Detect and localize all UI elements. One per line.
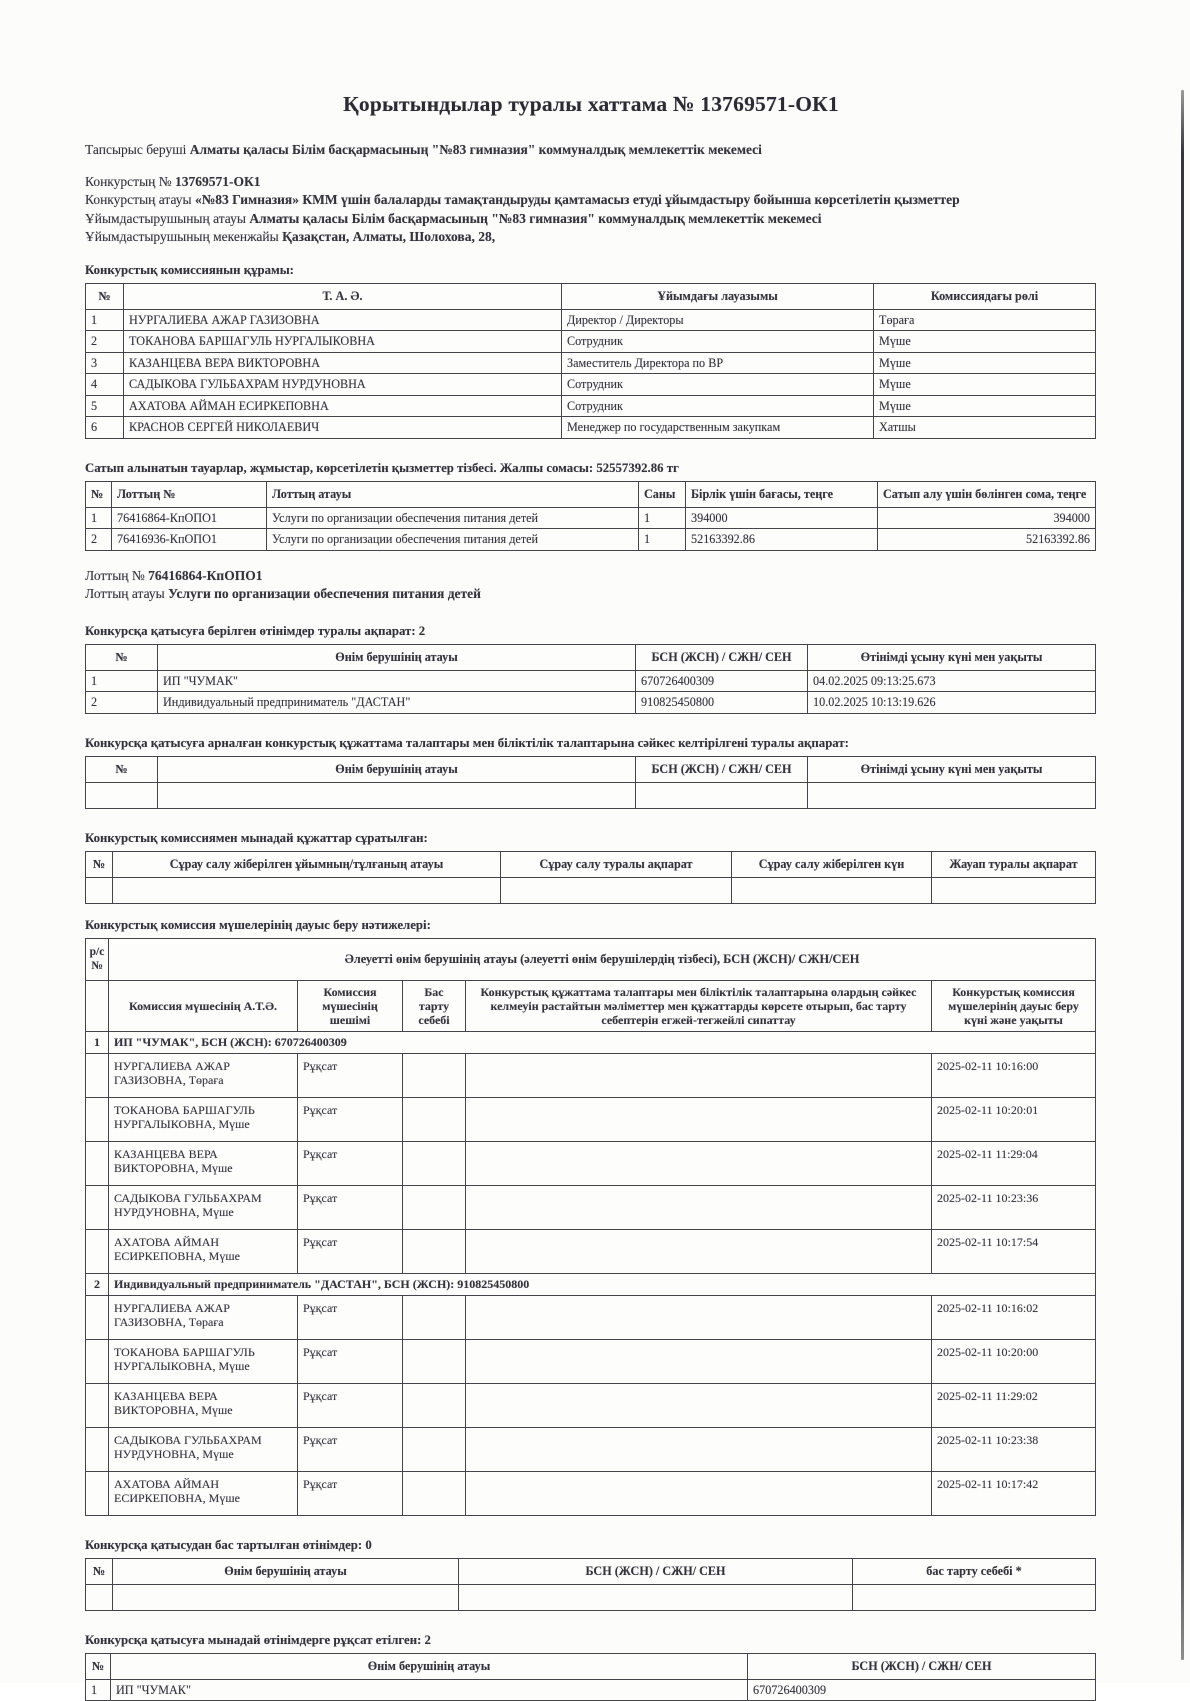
table-row — [86, 309, 1096, 331]
col-header: Сатып алу үшін бөлінген сома, теңге — [878, 481, 1096, 507]
col-header: Бірлік үшін бағасы, теңге — [686, 481, 878, 507]
cell: Хатшы — [874, 417, 1096, 439]
col-header: Әлеуетті өнім берушінің атауы (әлеуетті өнім берушілердің тізбесі), БСН (ЖСН)/ СЖН/СЕН — [109, 938, 1096, 980]
cell — [808, 782, 1096, 808]
table-header-row — [86, 1558, 1096, 1584]
member-name-cell: НУРГАЛИЕВА АЖАР ГАЗИЗОВНА, Төраға — [109, 1053, 298, 1097]
cell — [113, 1584, 459, 1610]
cell — [86, 1471, 109, 1515]
supplier-group-row — [86, 1031, 1096, 1053]
cell — [466, 1229, 932, 1273]
organizer-address-line — [85, 228, 1097, 247]
col-header: Өнім берушінің атауы — [158, 756, 636, 782]
cell — [86, 1097, 109, 1141]
cell — [732, 877, 932, 903]
cell — [403, 1185, 466, 1229]
cell: 3 — [86, 352, 124, 374]
table-row — [86, 529, 1096, 551]
cell — [403, 1229, 466, 1273]
cell — [403, 1295, 466, 1339]
organizer-label: Ұйымдастырушының атауы — [85, 211, 246, 226]
cell: 910825450800 — [636, 692, 808, 714]
cell: 670726400309 — [748, 1679, 1096, 1701]
lot-name-value: Услуги по организации обеспечения питания детей — [168, 586, 481, 601]
table-row — [86, 507, 1096, 529]
lot-number-label: Лоттың № — [85, 568, 145, 583]
customer-line — [85, 141, 1097, 160]
col-header: Өтінімді ұсыну күні мен уақыты — [808, 756, 1096, 782]
vote-datetime-cell: 2025-02-11 10:20:01 — [932, 1097, 1096, 1141]
cell — [403, 1427, 466, 1471]
commission-table — [85, 283, 1096, 439]
decision-cell: Рұқсат — [298, 1383, 403, 1427]
admitted-heading: Конкурсқа қатысуға мынадай өтінімдерге рұқсат етілген: 2 — [85, 1633, 1097, 1648]
lot-info-block — [85, 567, 1097, 604]
table-row — [86, 395, 1096, 417]
cell: Услуги по организации обеспечения питания детей — [267, 529, 639, 551]
vote-row — [86, 1229, 1096, 1273]
table-header-row — [86, 938, 1096, 980]
cell — [86, 1229, 109, 1273]
vote-row — [86, 1185, 1096, 1229]
col-header: Ұйымдағы лауазымы — [562, 283, 874, 309]
scan-edge-artifact — [1181, 90, 1184, 1660]
col-header: Бас тарту себебі — [403, 980, 466, 1031]
cell: Менеджер по государственным закупкам — [562, 417, 874, 439]
lot-number-value: 76416864-КпОПО1 — [148, 568, 262, 583]
cell: 5 — [86, 395, 124, 417]
col-header: Т. А. Ә. — [124, 283, 562, 309]
col-header: Жауап туралы ақпарат — [932, 851, 1096, 877]
vote-datetime-cell: 2025-02-11 11:29:04 — [932, 1141, 1096, 1185]
col-header: Комиссия мүшесінің шешімі — [298, 980, 403, 1031]
cell: 1 — [86, 507, 112, 529]
decision-cell: Рұқсат — [298, 1053, 403, 1097]
purchase-list-table — [85, 481, 1096, 551]
vote-row — [86, 1097, 1096, 1141]
organizer-value: Алматы қаласы Білім басқармасының "№83 гимназия" коммуналдық мемлекеттік мекемесі — [249, 211, 821, 226]
cell: 1 — [639, 507, 686, 529]
vote-datetime-cell: 2025-02-11 10:17:54 — [932, 1229, 1096, 1273]
col-header: Сұрау салу жіберілген ұйымның/тұлғаның атауы — [113, 851, 501, 877]
decision-cell: Рұқсат — [298, 1229, 403, 1273]
cell: Индивидуальный предприниматель "ДАСТАН" — [158, 692, 636, 714]
col-header: бас тарту себебі * — [853, 1558, 1096, 1584]
document-content — [85, 0, 1097, 1701]
col-header: № — [86, 1558, 113, 1584]
cell — [86, 1427, 109, 1471]
cell: 2 — [86, 331, 124, 353]
col-header: № — [86, 1653, 111, 1679]
member-name-cell: КАЗАНЦЕВА ВЕРА ВИКТОРОВНА, Мүше — [109, 1383, 298, 1427]
cell — [403, 1097, 466, 1141]
applications-heading: Конкурсқа қатысуға берілген өтінімдер туралы ақпарат: 2 — [85, 624, 1097, 639]
cell — [113, 877, 501, 903]
cell — [86, 1383, 109, 1427]
col-header: Сұрау салу жіберілген күн — [732, 851, 932, 877]
cell — [86, 877, 113, 903]
col-header — [86, 980, 109, 1031]
requested-docs-table — [85, 851, 1096, 904]
tender-name-label: Конкурстың атауы — [85, 192, 192, 207]
cell — [636, 782, 808, 808]
vote-row — [86, 1339, 1096, 1383]
col-header: № — [86, 756, 158, 782]
empty-table-row — [86, 1584, 1096, 1610]
organizer-address-value: Қазақстан, Алматы, Шолохова, 28, — [282, 229, 495, 244]
cell: Мүше — [874, 331, 1096, 353]
table-header-row — [86, 851, 1096, 877]
table-row — [86, 374, 1096, 396]
cell: 394000 — [878, 507, 1096, 529]
compliance-table — [85, 756, 1096, 809]
lot-name-line — [85, 585, 1097, 604]
cell — [466, 1141, 932, 1185]
rejected-table — [85, 1558, 1096, 1611]
cell: АХАТОВА АЙМАН ЕСИРКЕПОВНА — [124, 395, 562, 417]
col-header: БСН (ЖСН) / СЖН/ СЕН — [636, 644, 808, 670]
cell: Мүше — [874, 374, 1096, 396]
vote-row — [86, 1295, 1096, 1339]
tender-name-line — [85, 191, 1097, 210]
member-name-cell: АХАТОВА АЙМАН ЕСИРКЕПОВНА, Мүше — [109, 1229, 298, 1273]
cell — [466, 1471, 932, 1515]
cell: ИП "ЧУМАК" — [158, 670, 636, 692]
cell: Мүше — [874, 352, 1096, 374]
decision-cell: Рұқсат — [298, 1427, 403, 1471]
cell: 4 — [86, 374, 124, 396]
empty-table-row — [86, 877, 1096, 903]
cell — [403, 1141, 466, 1185]
cell: 1 — [86, 1679, 111, 1701]
cell: 394000 — [686, 507, 878, 529]
cell: Төраға — [874, 309, 1096, 331]
cell — [86, 1584, 113, 1610]
decision-cell: Рұқсат — [298, 1185, 403, 1229]
cell: ИП "ЧУМАК" — [111, 1679, 748, 1701]
col-header: Сұрау салу туралы ақпарат — [501, 851, 732, 877]
cell — [466, 1053, 932, 1097]
cell: 2 — [86, 529, 112, 551]
table-row — [86, 692, 1096, 714]
lot-number-line — [85, 567, 1097, 586]
vote-row — [86, 1471, 1096, 1515]
table-header-row — [86, 283, 1096, 309]
cell: Заместитель Директора по ВР — [562, 352, 874, 374]
empty-table-row — [86, 782, 1096, 808]
cell — [466, 1097, 932, 1141]
cell — [86, 1185, 109, 1229]
col-header: Комиссиядағы рөлі — [874, 283, 1096, 309]
cell: 10.02.2025 10:13:19.626 — [808, 692, 1096, 714]
cell: Директор / Директоры — [562, 309, 874, 331]
decision-cell: Рұқсат — [298, 1339, 403, 1383]
decision-cell: Рұқсат — [298, 1471, 403, 1515]
cell: НУРГАЛИЕВА АЖАР ГАЗИЗОВНА — [124, 309, 562, 331]
cell — [932, 877, 1096, 903]
voting-results-table — [85, 938, 1096, 1516]
vote-datetime-cell: 2025-02-11 10:23:38 — [932, 1427, 1096, 1471]
decision-cell: Рұқсат — [298, 1141, 403, 1185]
cell: 6 — [86, 417, 124, 439]
cell — [501, 877, 732, 903]
col-header: Конкурстық құжаттама талаптары мен біліктілік талаптарына олардың сәйкес келмеуін растайтын мәліметтер мен құжаттарды көрсете отырып, бас тарту себептерін егжей-тегжейлі сипаттау — [466, 980, 932, 1031]
cell: Сотрудник — [562, 374, 874, 396]
vote-row — [86, 1053, 1096, 1097]
col-header: БСН (ЖСН) / СЖН/ СЕН — [459, 1558, 853, 1584]
cell — [403, 1053, 466, 1097]
cell: 1 — [86, 309, 124, 331]
cell — [86, 1141, 109, 1185]
vote-datetime-cell: 2025-02-11 10:16:00 — [932, 1053, 1096, 1097]
tender-number-value: 13769571-ОК1 — [175, 174, 261, 189]
cell — [853, 1584, 1096, 1610]
page-title: Қорытындылар туралы хаттама № 13769571-ОК1 — [85, 92, 1097, 117]
cell: 1 — [86, 670, 158, 692]
table-header-row — [86, 481, 1096, 507]
col-header: Лоттың атауы — [267, 481, 639, 507]
member-name-cell: САДЫКОВА ГУЛЬБАХРАМ НУРДУНОВНА, Мүше — [109, 1427, 298, 1471]
table-row — [86, 670, 1096, 692]
vote-datetime-cell: 2025-02-11 10:23:36 — [932, 1185, 1096, 1229]
cell — [466, 1383, 932, 1427]
member-name-cell: САДЫКОВА ГУЛЬБАХРАМ НУРДУНОВНА, Мүше — [109, 1185, 298, 1229]
cell — [86, 1295, 109, 1339]
cell: КРАСНОВ СЕРГЕЙ НИКОЛАЕВИЧ — [124, 417, 562, 439]
tender-name-value: «№83 Гимназия» КММ үшін балаларды тамақтандыруды қамтамасыз етуді ұйымдастыру бойынша көрсетілетін қызметтер — [195, 192, 960, 207]
commission-heading: Конкурстық комиссиянын құрамы: — [85, 263, 1097, 278]
col-header: Өнім берушінің атауы — [113, 1558, 459, 1584]
col-header: № — [86, 851, 113, 877]
cell — [403, 1383, 466, 1427]
cell: 2 — [86, 692, 158, 714]
table-header-row — [86, 980, 1096, 1031]
col-header: Саны — [639, 481, 686, 507]
cell: 670726400309 — [636, 670, 808, 692]
member-name-cell: ТОКАНОВА БАРШАГУЛЬ НУРГАЛЫКОВНА, Мүше — [109, 1339, 298, 1383]
cell — [466, 1339, 932, 1383]
cell — [86, 782, 158, 808]
col-header: р/с № — [86, 938, 109, 980]
cell — [403, 1339, 466, 1383]
member-name-cell: ТОКАНОВА БАРШАГУЛЬ НУРГАЛЫКОВНА, Мүше — [109, 1097, 298, 1141]
customer-label: Тапсырыс беруші — [85, 142, 186, 157]
table-row — [86, 1679, 1096, 1701]
table-row — [86, 417, 1096, 439]
col-header: Өнім берушінің атауы — [111, 1653, 748, 1679]
cell: Мүше — [874, 395, 1096, 417]
table-header-row — [86, 756, 1096, 782]
table-header-row — [86, 1653, 1096, 1679]
col-header: № — [86, 644, 158, 670]
table-row — [86, 331, 1096, 353]
decision-cell: Рұқсат — [298, 1097, 403, 1141]
organizer-address-label: Ұйымдастырушының мекенжайы — [85, 229, 279, 244]
organizer-line — [85, 210, 1097, 229]
cell: Сотрудник — [562, 395, 874, 417]
col-header: № — [86, 481, 112, 507]
member-name-cell: КАЗАНЦЕВА ВЕРА ВИКТОРОВНА, Мүше — [109, 1141, 298, 1185]
cell — [466, 1185, 932, 1229]
cell — [403, 1471, 466, 1515]
table-row — [86, 352, 1096, 374]
admitted-table — [85, 1653, 1096, 1701]
cell — [86, 1339, 109, 1383]
applications-table — [85, 644, 1096, 714]
decision-cell: Рұқсат — [298, 1295, 403, 1339]
col-header: Комиссия мүшесінің А.Т.Ә. — [109, 980, 298, 1031]
supplier-group-title: Индивидуальный предприниматель "ДАСТАН", БСН (ЖСН): 910825450800 — [109, 1273, 1096, 1295]
tender-number-label: Конкурстың № — [85, 174, 172, 189]
col-header: БСН (ЖСН) / СЖН/ СЕН — [748, 1653, 1096, 1679]
supplier-group-row — [86, 1273, 1096, 1295]
col-header: Өнім берушінің атауы — [158, 644, 636, 670]
table-header-row — [86, 644, 1096, 670]
vote-datetime-cell: 2025-02-11 10:20:00 — [932, 1339, 1096, 1383]
cell: Сотрудник — [562, 331, 874, 353]
vote-row — [86, 1383, 1096, 1427]
tender-info-block — [85, 173, 1097, 247]
cell: Услуги по организации обеспечения питания детей — [267, 507, 639, 529]
tender-number-line — [85, 173, 1097, 192]
rejected-heading: Конкурсқа қатысудан бас тартылған өтінімдер: 0 — [85, 1538, 1097, 1553]
col-header: Лоттың № — [112, 481, 267, 507]
compliance-heading: Конкурсқа қатысуға арналған конкурстық құжаттама талаптары мен біліктілік талаптарына сәйкес келтірілгені туралы ақпарат: — [85, 736, 1097, 751]
supplier-group-title: ИП "ЧУМАК", БСН (ЖСН): 670726400309 — [109, 1031, 1096, 1053]
cell — [158, 782, 636, 808]
vote-datetime-cell: 2025-02-11 10:17:42 — [932, 1471, 1096, 1515]
vote-row — [86, 1427, 1096, 1471]
col-header: Конкурстық комиссия мүшелерінің дауыс беру күні және уақыты — [932, 980, 1096, 1031]
cell: 2 — [86, 1273, 109, 1295]
customer-value: Алматы қаласы Білім басқармасының "№83 гимназия" коммуналдық мемлекеттік мекемесі — [190, 142, 762, 157]
vote-datetime-cell: 2025-02-11 10:16:02 — [932, 1295, 1096, 1339]
cell: 1 — [86, 1031, 109, 1053]
col-header: Өтінімді ұсыну күні мен уақыты — [808, 644, 1096, 670]
cell: 52163392.86 — [878, 529, 1096, 551]
cell: 04.02.2025 09:13:25.673 — [808, 670, 1096, 692]
member-name-cell: АХАТОВА АЙМАН ЕСИРКЕПОВНА, Мүше — [109, 1471, 298, 1515]
purchase-list-heading: Сатып алынатын тауарлар, жұмыстар, көрсетілетін қызметтер тізбесі. Жалпы сомасы: 52557392.86 тг — [85, 461, 1097, 476]
col-header: БСН (ЖСН) / СЖН/ СЕН — [636, 756, 808, 782]
vote-datetime-cell: 2025-02-11 11:29:02 — [932, 1383, 1096, 1427]
cell: 76416864-КпОПО1 — [112, 507, 267, 529]
col-header: № — [86, 283, 124, 309]
cell: 1 — [639, 529, 686, 551]
cell: КАЗАНЦЕВА ВЕРА ВИКТОРОВНА — [124, 352, 562, 374]
cell — [466, 1295, 932, 1339]
lot-name-label: Лоттың атауы — [85, 586, 165, 601]
voting-heading: Конкурстық комиссия мүшелерінің дауыс беру нәтижелері: — [85, 918, 1097, 933]
vote-row — [86, 1141, 1096, 1185]
member-name-cell: НУРГАЛИЕВА АЖАР ГАЗИЗОВНА, Төраға — [109, 1295, 298, 1339]
cell — [459, 1584, 853, 1610]
cell: 76416936-КпОПО1 — [112, 529, 267, 551]
cell — [466, 1427, 932, 1471]
requested-docs-heading: Конкурстық комиссиямен мынадай құжаттар сұратылған: — [85, 831, 1097, 846]
cell: САДЫКОВА ГУЛЬБАХРАМ НУРДУНОВНА — [124, 374, 562, 396]
cell — [86, 1053, 109, 1097]
cell: ТОКАНОВА БАРШАГУЛЬ НУРГАЛЫКОВНА — [124, 331, 562, 353]
cell: 52163392.86 — [686, 529, 878, 551]
